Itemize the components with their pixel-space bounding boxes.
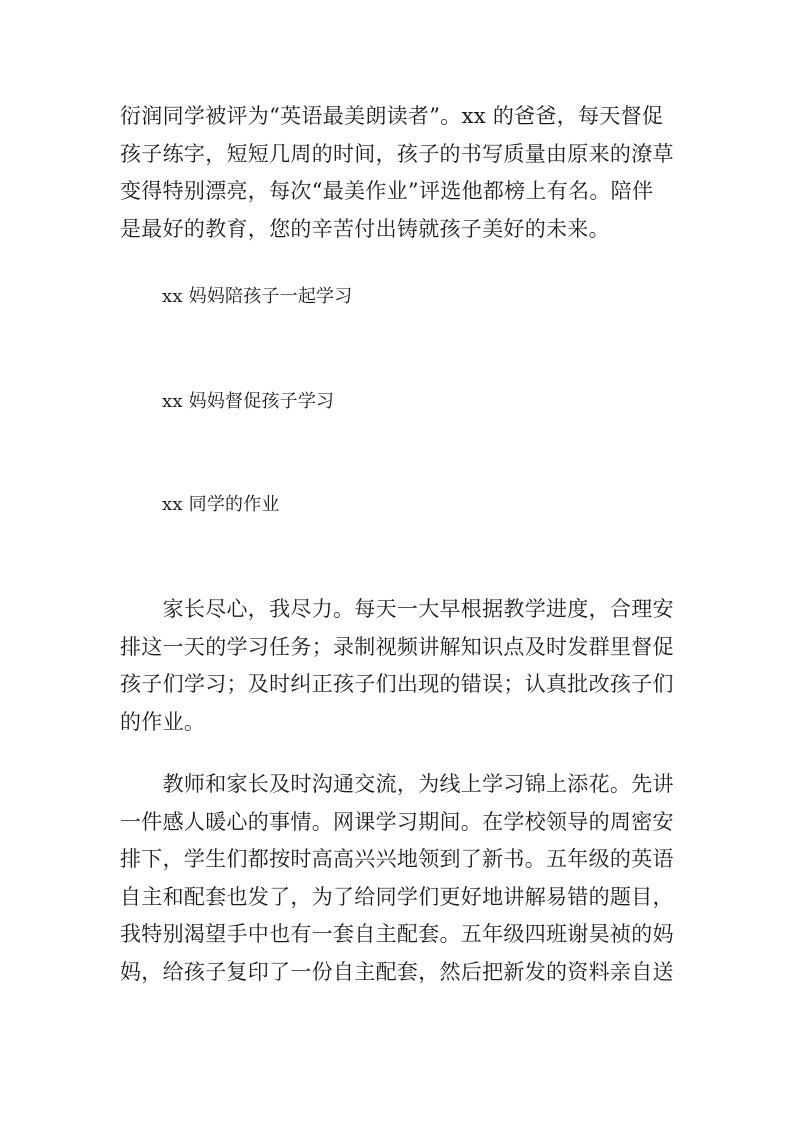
photo-caption: xx 妈妈陪孩子一起学习 [162, 286, 353, 307]
text-line: 家长尽心，我尽力。每天一大早根据教学进度，合理安 [120, 597, 674, 621]
text-line: 自主和配套也发了，为了给同学们更好地讲解易错的题目， [120, 884, 674, 909]
text-line: 变得特别漂亮，每次“最美作业”评选他都榜上有名。陪伴 [120, 179, 654, 203]
photo-caption: xx 同学的作业 [162, 494, 280, 515]
text-line: 孩子练字，短短几周的时间，孩子的书写质量由原来的潦草 [120, 141, 674, 166]
text-line: 的作业。 [120, 709, 206, 734]
text-line: 我特别渴望手中也有一套自主配套。五年级四班谢昊祯的妈 [120, 922, 674, 946]
text-line: 教师和家长及时沟通交流，为线上学习锦上添花。先讲 [120, 772, 674, 796]
photo-caption: xx 妈妈督促孩子学习 [162, 391, 335, 412]
paragraph-praise-parents [120, 98, 676, 248]
text-line: 衍润同学被评为“英语最美朗读者”。xx 的爸爸，每天督促 [120, 104, 664, 128]
text-line: 孩子们学习；及时纠正孩子们出现的错误；认真批改孩子们 [120, 672, 674, 696]
text-line: 妈，给孩子复印了一份自主配套，然后把新发的资料亲自送 [120, 959, 674, 984]
paragraph-communication [120, 766, 676, 991]
text-line: 排这一天的学习任务；录制视频讲解知识点及时发群里督促 [120, 634, 674, 659]
text-line: 一件感人暖心的事情。网课学习期间。在学校领导的周密安 [120, 809, 674, 834]
text-line: 排下，学生们都按时高高兴兴地领到了新书。五年级的英语 [120, 847, 674, 871]
text-line: 是最好的教育，您的辛苦付出铸就孩子美好的未来。 [120, 216, 610, 241]
paragraph-teacher-effort [120, 591, 676, 741]
